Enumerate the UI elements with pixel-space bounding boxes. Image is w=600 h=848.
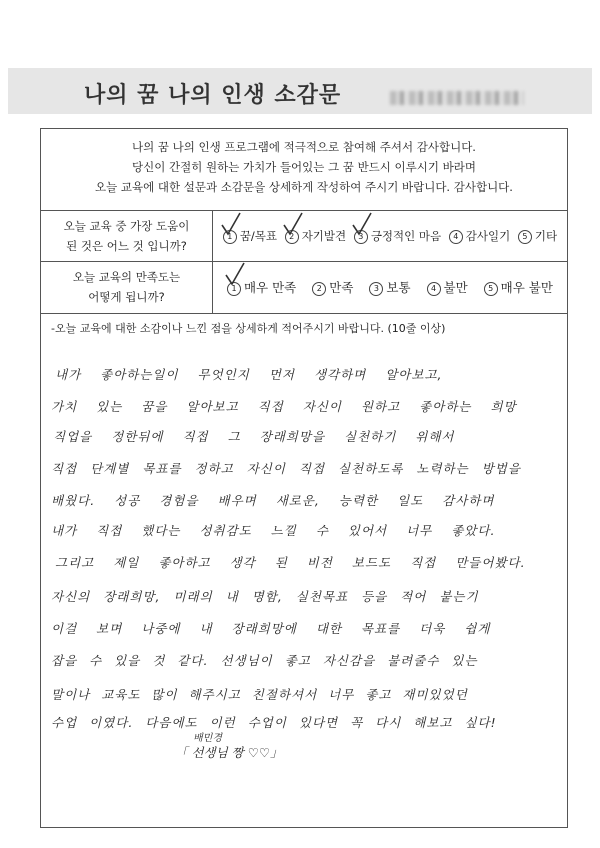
- intro-line: 오늘 교육에 대한 설문과 소감문을 상세하게 작성하여 주시기 바랍니다. 감사합니다.: [95, 180, 513, 194]
- options-satisfaction: [213, 261, 567, 313]
- intro-box: [41, 129, 567, 211]
- option-label: 매우 불만: [500, 280, 553, 295]
- option-number: 4: [449, 230, 463, 244]
- option-label: 기타: [534, 229, 558, 243]
- signature-line: 「 선생님 짱 ♡♡」: [175, 745, 283, 760]
- option-number: 1: [227, 282, 241, 296]
- handwritten-line: 내가 직접 했다는 성취감도 느낄 수 있어서 너무 좋았다.: [51, 523, 496, 538]
- option-label: 만족: [329, 280, 354, 295]
- handwritten-line: 잡을 수 있을 것 같다. 선생님이 좋고 자신감을 불려줄수 있는: [51, 653, 478, 668]
- question-row-satisfaction: [41, 261, 567, 314]
- option-satisfied[interactable]: [312, 278, 353, 296]
- option-very-dissatisfied[interactable]: [484, 278, 553, 296]
- option-number: 5: [518, 230, 532, 244]
- redacted-name: [390, 91, 524, 105]
- option-number: 2: [285, 230, 299, 244]
- option-gratitude-diary[interactable]: [449, 228, 510, 244]
- option-label: 자기발견: [301, 229, 347, 243]
- question-label: [41, 211, 213, 261]
- handwritten-line: 말이나 교육도 많이 해주시고 친절하셔서 너무 좋고 재미있었던: [51, 687, 468, 702]
- survey-form: [40, 128, 568, 828]
- option-positive-mind[interactable]: [354, 228, 441, 244]
- option-very-satisfied[interactable]: [227, 278, 296, 296]
- handwritten-line: 직접 단계별 목표를 정하고 자신이 직접 실천하도록 노력하는 방법을: [51, 461, 521, 476]
- question-row-helpful: [41, 211, 567, 262]
- option-number: 1: [223, 230, 237, 244]
- handwritten-line: 배웠다. 성공 경험을 배우며 새로운, 능력한 일도 감사하며: [51, 493, 495, 508]
- handwritten-line: 자신의 장래희망, 미래의 내 명함, 실천목표 등을 적어 붙는기: [51, 589, 479, 604]
- option-label: 매우 만족: [243, 280, 297, 295]
- option-number: 3: [369, 282, 383, 296]
- option-dream-goal[interactable]: [223, 228, 277, 244]
- option-number: 2: [312, 282, 326, 296]
- checkmark-icon: [282, 212, 304, 236]
- option-label: 보통: [386, 280, 411, 295]
- option-label: 꿈/목표: [239, 229, 278, 243]
- question-label-line: 어떻게 됩니까?: [88, 290, 165, 304]
- checkmark-icon: [220, 212, 242, 236]
- option-number: 5: [484, 282, 498, 296]
- handwritten-line: 가치 있는 꿈을 알아보고 직접 자신이 원하고 좋아하는 희망: [51, 399, 517, 414]
- handwritten-line: 내가 좋아하는일이 무엇인지 먼저 생각하며 알아보고,: [55, 367, 443, 382]
- handwritten-line: 이걸 보며 나중에 내 장래희망에 대한 목표를 더욱 쉽게: [51, 621, 491, 636]
- option-label: 감사일기: [465, 229, 511, 243]
- option-self-discovery[interactable]: [285, 228, 346, 244]
- handwritten-line: 수업 이였다. 다음에도 이런 수업이 있다면 꼭 다시 해보고 싶다!: [51, 715, 497, 730]
- options-helpful: [213, 211, 567, 261]
- question-label-line: 오늘 교육 중 가장 도움이: [63, 219, 190, 233]
- signature-name: 배민경: [193, 733, 222, 744]
- question-label: [41, 261, 213, 313]
- question-label-line: 된 것은 어느 것 입니까?: [66, 239, 187, 253]
- comments-instruction: -오늘 교육에 대한 소감이나 느낀 점을 상세하게 적어주시기 바랍니다. (10줄 이상): [51, 322, 446, 335]
- option-neutral[interactable]: [369, 278, 410, 296]
- checkmark-icon: [351, 212, 373, 236]
- option-label: 불만: [443, 280, 468, 295]
- option-dissatisfied[interactable]: [427, 278, 468, 296]
- intro-line: 당신이 간절히 원하는 가치가 들어있는 그 꿈 반드시 이루시기 바라며: [132, 160, 476, 174]
- checkmark-icon: [224, 262, 246, 286]
- handwritten-line: 직업을 정한뒤에 직접 그 장래희망을 실천하기 위해서: [53, 429, 455, 444]
- option-other[interactable]: [518, 228, 557, 244]
- option-number: 4: [427, 282, 441, 296]
- page-title: 나의 꿈 나의 인생 소감문: [84, 83, 342, 108]
- intro-line: 나의 꿈 나의 인생 프로그램에 적극적으로 참여해 주셔서 감사합니다.: [132, 140, 476, 154]
- question-label-line: 오늘 교육의 만족도는: [72, 270, 181, 284]
- handwritten-line: 그리고 제일 좋아하고 생각 된 비전 보드도 직접 만들어봤다.: [55, 555, 526, 570]
- option-number: 3: [354, 230, 368, 244]
- option-label: 긍정적인 마음: [370, 229, 442, 243]
